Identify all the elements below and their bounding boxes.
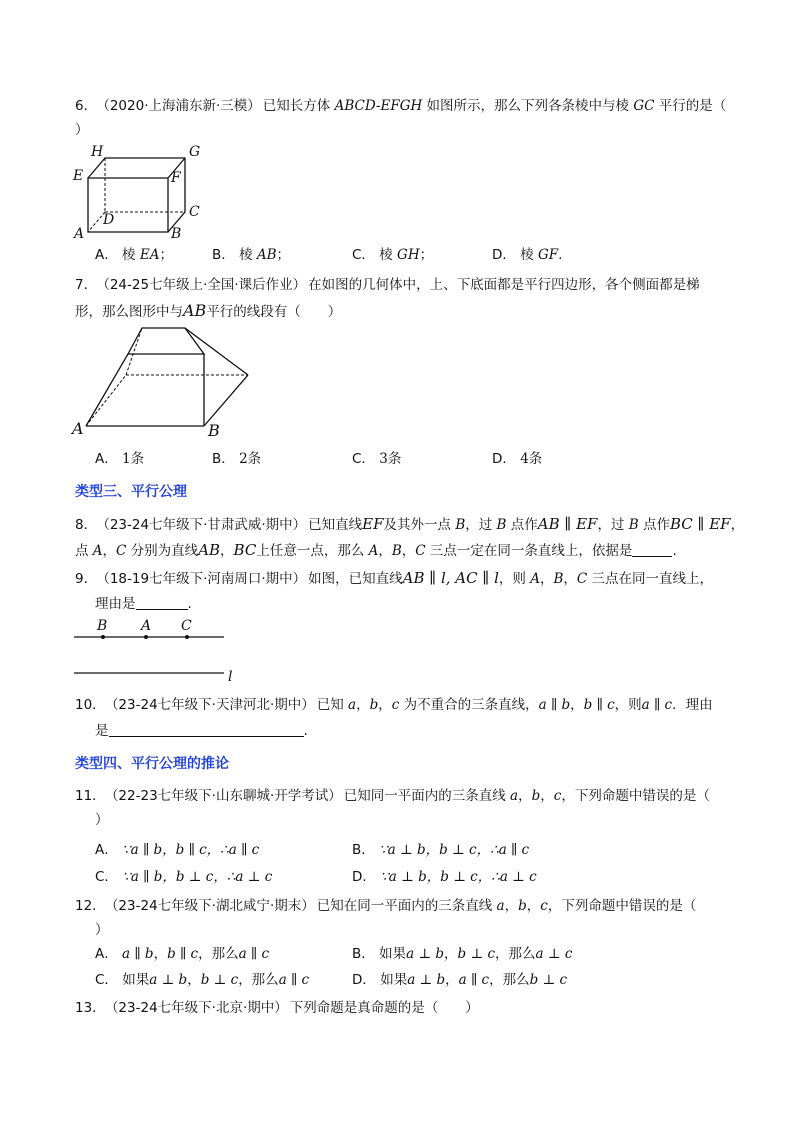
hidden-edge-vertical xyxy=(126,328,142,375)
q11-option-d[interactable]: D． ∵a ⊥ b，b ⊥ c，∴a ⊥ c xyxy=(352,869,537,885)
edge-B-right xyxy=(204,375,248,426)
label-E: E xyxy=(73,168,84,184)
label-C: C xyxy=(189,204,200,220)
edge-A-top xyxy=(86,354,128,426)
question-6-line-1: 6． （2020·上海浦东新·三模） 已知长方体 ABCD-EFGH 如图所示，那么下列各条棱中与棱 GC 平行的是（ xyxy=(75,98,727,114)
question-12-line-2: ） xyxy=(95,922,109,938)
edge-name: GC xyxy=(633,98,655,114)
q7-option-a[interactable]: A． 1条 xyxy=(95,451,145,467)
label-D: D xyxy=(103,212,115,228)
edge-right-top xyxy=(185,328,248,375)
question-10-line-1: 10． （23-24七年级下·天津河北·期中） 已知 a，b，c 为不重合的三条直线，a ∥ b，b ∥ c，则a ∥ c．理由 xyxy=(75,697,713,713)
cuboid-figure xyxy=(65,140,205,240)
point-A xyxy=(144,635,148,639)
label-A: A xyxy=(74,226,85,240)
label-A: A xyxy=(72,419,84,438)
label-G: G xyxy=(189,144,201,160)
label-l: l xyxy=(228,669,233,685)
question-11-line-2: ） xyxy=(95,812,109,828)
question-9-line-2: 理由是 . xyxy=(95,596,192,612)
label-B: B xyxy=(171,226,182,240)
q12-option-a[interactable]: A． a ∥ b，b ∥ c，那么a ∥ c xyxy=(95,946,270,962)
frustum-figure xyxy=(70,318,270,438)
answer-blank[interactable] xyxy=(632,542,672,557)
q7-option-b[interactable]: B． 2条 xyxy=(212,451,262,467)
label-F: F xyxy=(171,170,181,186)
q7-option-d[interactable]: D． 4条 xyxy=(492,451,543,467)
q11-option-c[interactable]: C． ∵a ∥ b，b ⊥ c，∴a ⊥ c xyxy=(95,869,273,885)
question-8-line-2: 点 A，C 分别为直线AB，BC上任意一点，那么 A，B，C 三点一定在同一条直线上，依据是 . xyxy=(75,541,677,559)
q6-option-a[interactable]: A． 棱 EA； xyxy=(95,247,173,263)
answer-blank[interactable] xyxy=(136,595,188,610)
q12-option-c[interactable]: C． 如果a ⊥ b，b ⊥ c，那么a ∥ c xyxy=(95,972,310,988)
question-13-line-1: 13． （23-24七年级下·北京·期中） 下列命题是真命题的是（ ） xyxy=(75,1000,479,1016)
section-heading-4: 类型四、平行公理的推论 xyxy=(75,756,229,772)
question-12-line-1: 12． （23-24七年级下·湖北咸宁·期末） 已知在同一平面内的三条直线 a，b，c，下列命题中错误的是（ xyxy=(75,898,697,914)
question-source: （2020·上海浦东新·三模） xyxy=(103,98,261,114)
q12-option-d[interactable]: D． 如果a ⊥ b，a ∥ c，那么b ⊥ c xyxy=(352,972,568,988)
label-A: A xyxy=(141,618,152,634)
bottom-base-outline xyxy=(86,375,248,426)
q12-option-b[interactable]: B． 如果a ⊥ b，b ⊥ c，那么a ⊥ c xyxy=(352,946,573,962)
q11-option-b[interactable]: B． ∵a ⊥ b，b ⊥ c，∴a ∥ c xyxy=(352,842,530,858)
question-8-line-1: 8． （23-24七年级下·甘肃武威·期中） 已知直线EF及其外一点 B，过 B 点作AB ∥ EF，过 B 点作BC ∥ EF， xyxy=(75,515,745,533)
collinear-figure xyxy=(70,615,250,685)
question-9-line-1: 9． （18-19七年级下·河南周口·期中） 如图，已知直线AB ∥ l, AC ∥ l，则 A，B，C 三点在同一直线上， xyxy=(75,569,713,587)
question-10-line-2: 是 . xyxy=(95,723,308,739)
point-C xyxy=(185,635,189,639)
question-7-line-2: 形，那么图形中与AB平行的线段有（ ） xyxy=(75,301,342,320)
question-7-line-1: 7． （24-25七年级上·全国·课后作业） 在如图的几何体中，上、下底面都是平行四边形，各个侧面都是梯 xyxy=(75,277,700,293)
q6-option-d[interactable]: D． 棱 GF. xyxy=(492,247,563,263)
front-face xyxy=(88,178,168,232)
label-H: H xyxy=(91,144,104,160)
question-number: 6． xyxy=(75,98,98,114)
q6-option-b[interactable]: B． 棱 AB； xyxy=(212,247,291,263)
q11-option-a[interactable]: A． ∵a ∥ b，b ∥ c，∴a ∥ c xyxy=(95,842,260,858)
top-face xyxy=(128,328,204,354)
solid-name: ABCD-EFGH xyxy=(334,98,423,114)
label-C: C xyxy=(181,618,192,634)
point-B xyxy=(101,635,105,639)
section-heading-3: 类型三、平行公理 xyxy=(75,484,187,500)
label-B: B xyxy=(208,421,220,438)
question-11-line-1: 11． （22-23七年级下·山东聊城·开学考试） 已知同一平面内的三条直线 a，b，c，下列命题中错误的是（ xyxy=(75,788,710,804)
question-6-line-2: ） xyxy=(75,122,89,138)
hidden-edge-left xyxy=(86,375,126,426)
answer-blank[interactable] xyxy=(109,722,304,737)
q7-option-c[interactable]: C． 3条 xyxy=(352,451,402,467)
label-B: B xyxy=(97,618,108,634)
q6-option-c[interactable]: C． 棱 GH； xyxy=(352,247,434,263)
